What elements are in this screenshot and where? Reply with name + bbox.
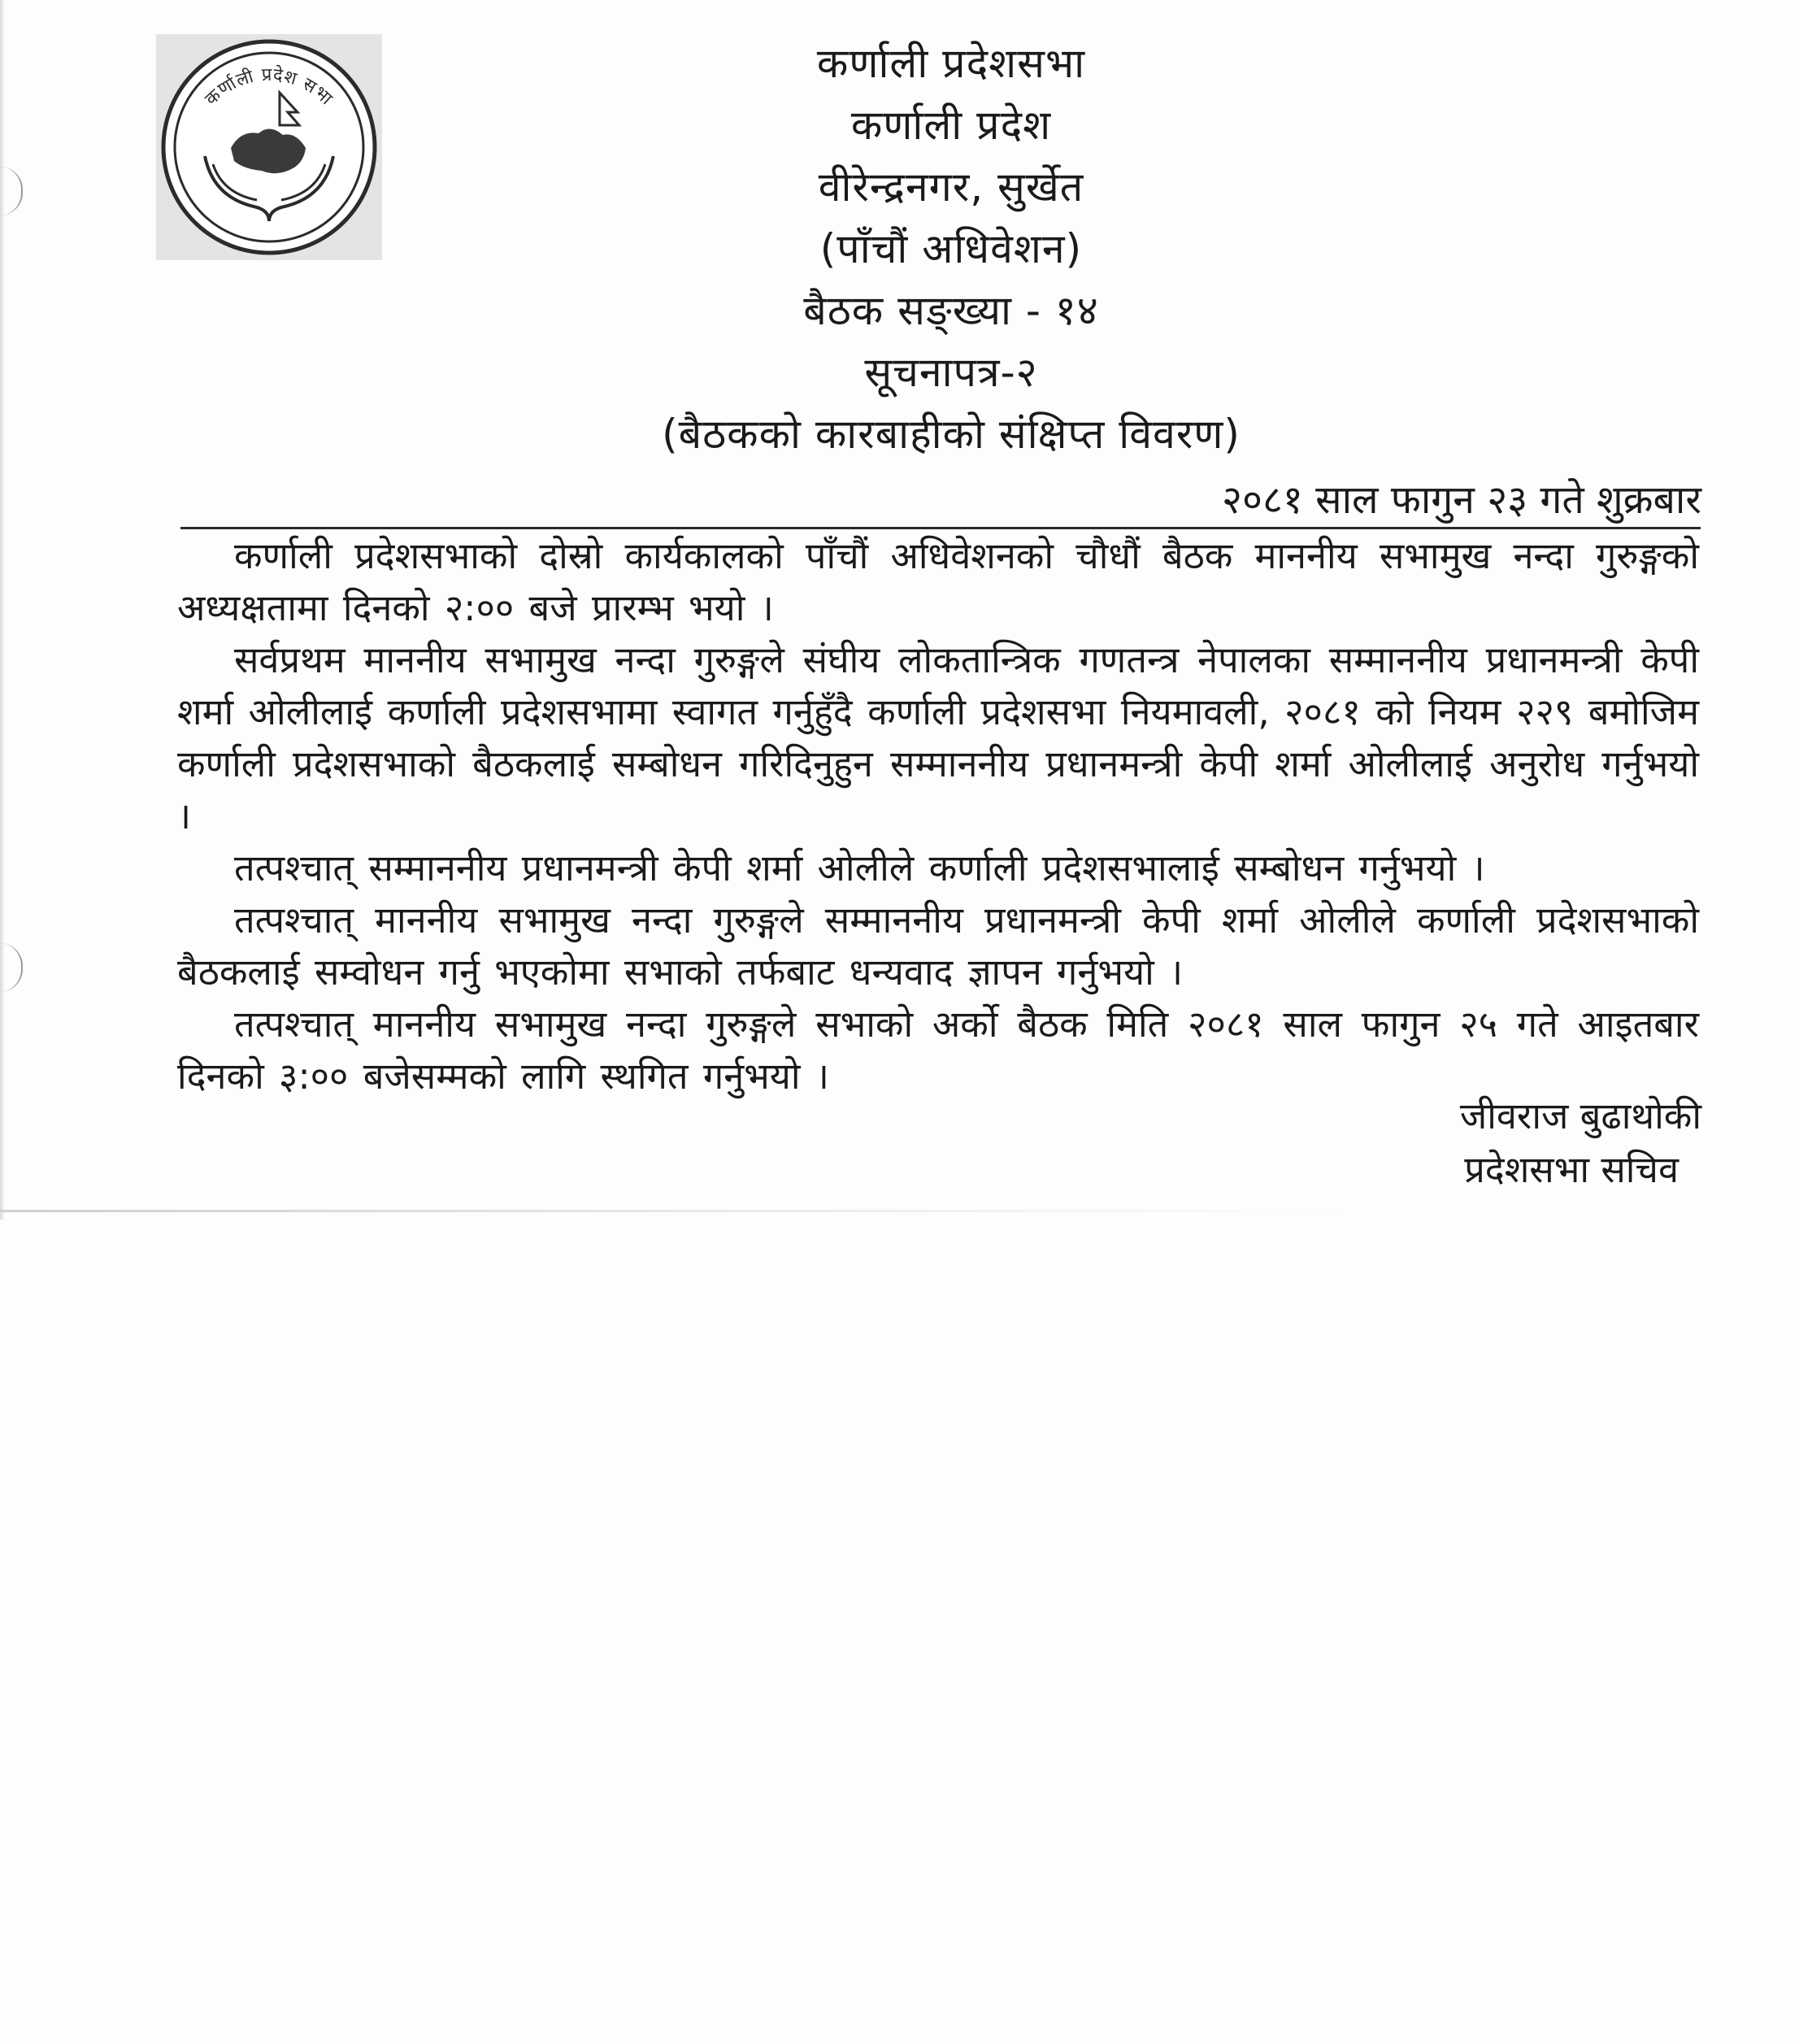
- assembly-name: कर्णाली प्रदेशसभा: [816, 40, 1086, 87]
- seal-emblem-icon: [156, 34, 382, 260]
- document-subtitle: (बैठकको कारबाहीको संक्षिप्त विवरण): [662, 411, 1241, 458]
- document-date: २०८१ साल फागुन २३ गते शुक्रबार: [1222, 477, 1701, 523]
- header-divider: [180, 527, 1701, 529]
- paragraph: कर्णाली प्रदेशसभाको दोस्रो कार्यकालको पाँचौं अधिवेशनको चौधौं बैठक माननीय सभामुख नन्दा गुरुङ्गको अध्यक्षतामा दिनको २:०० बजे प्रारम्भ भयो ।: [177, 534, 1699, 629]
- document-body: [177, 530, 1699, 1102]
- paragraph: तत्पश्चात् माननीय सभामुख नन्दा गुरुङ्गले सभाको अर्को बैठक मिति २०८१ साल फागुन २५ गते आइतबार दिनको ३:०० बजेसम्मको लागि स्थगित गर्नुभयो ।: [177, 1002, 1699, 1098]
- paragraph: तत्पश्चात् माननीय सभामुख नन्दा गुरुङ्गले सम्माननीय प्रधानमन्त्री केपी शर्मा ओलीले कर्णाली प्रदेशसभाको बैठकलाई सम्वोधन गर्नु भएकोमा सभाको तर्फबाट धन्यवाद ज्ञापन गर्नुभयो ।: [177, 898, 1699, 994]
- letterhead: [423, 33, 1480, 465]
- signature-block: [1460, 1089, 1701, 1197]
- seal-text: कर्णाली प्रदेश सभा: [201, 64, 337, 110]
- scan-edge-mark: [0, 167, 23, 215]
- paragraph: तत्पश्चात् सम्माननीय प्रधानमन्त्री केपी शर्मा ओलीले कर्णाली प्रदेशसभालाई सम्बोधन गर्नुभयो ।: [234, 846, 1485, 889]
- scan-fold-line: [0, 1210, 1799, 1212]
- province-name: कर्णाली प्रदेश: [850, 102, 1052, 149]
- scan-edge-mark: [0, 943, 23, 992]
- assembly-seal: [156, 34, 382, 260]
- meeting-number: बैठक सङ्ख्या - १४: [803, 287, 1099, 334]
- signatory-title: प्रदेशसभा सचिव: [1464, 1148, 1679, 1191]
- bulletin-label: सूचनापत्र-२: [864, 349, 1038, 396]
- location: वीरेन्द्रनगर, सुर्खेत: [818, 163, 1084, 211]
- paragraph: सर्वप्रथम माननीय सभामुख नन्दा गुरुङ्गले संघीय लोकतान्त्रिक गणतन्त्र नेपालका सम्माननीय प्रधानमन्त्री केपी शर्मा ओलीलाई कर्णाली प्रदेशसभामा स्वागत गर्नुहुँदै कर्णाली प्रदेशसभा नियमावली, २०८१ को नियम २२९ बमोजिम कर्णाली प्रदेशसभाको बैठकलाई सम्बोधन गरिदिनुहुन सम्माननीय प्रधानमन्त्री केपी शर्मा ओलीलाई अनुरोध गर्नुभयो ।: [177, 638, 1699, 837]
- session-label: (पाँचौं अधिवेशन): [819, 225, 1083, 272]
- signatory-name: जीवराज बुढाथोकी: [1459, 1094, 1701, 1137]
